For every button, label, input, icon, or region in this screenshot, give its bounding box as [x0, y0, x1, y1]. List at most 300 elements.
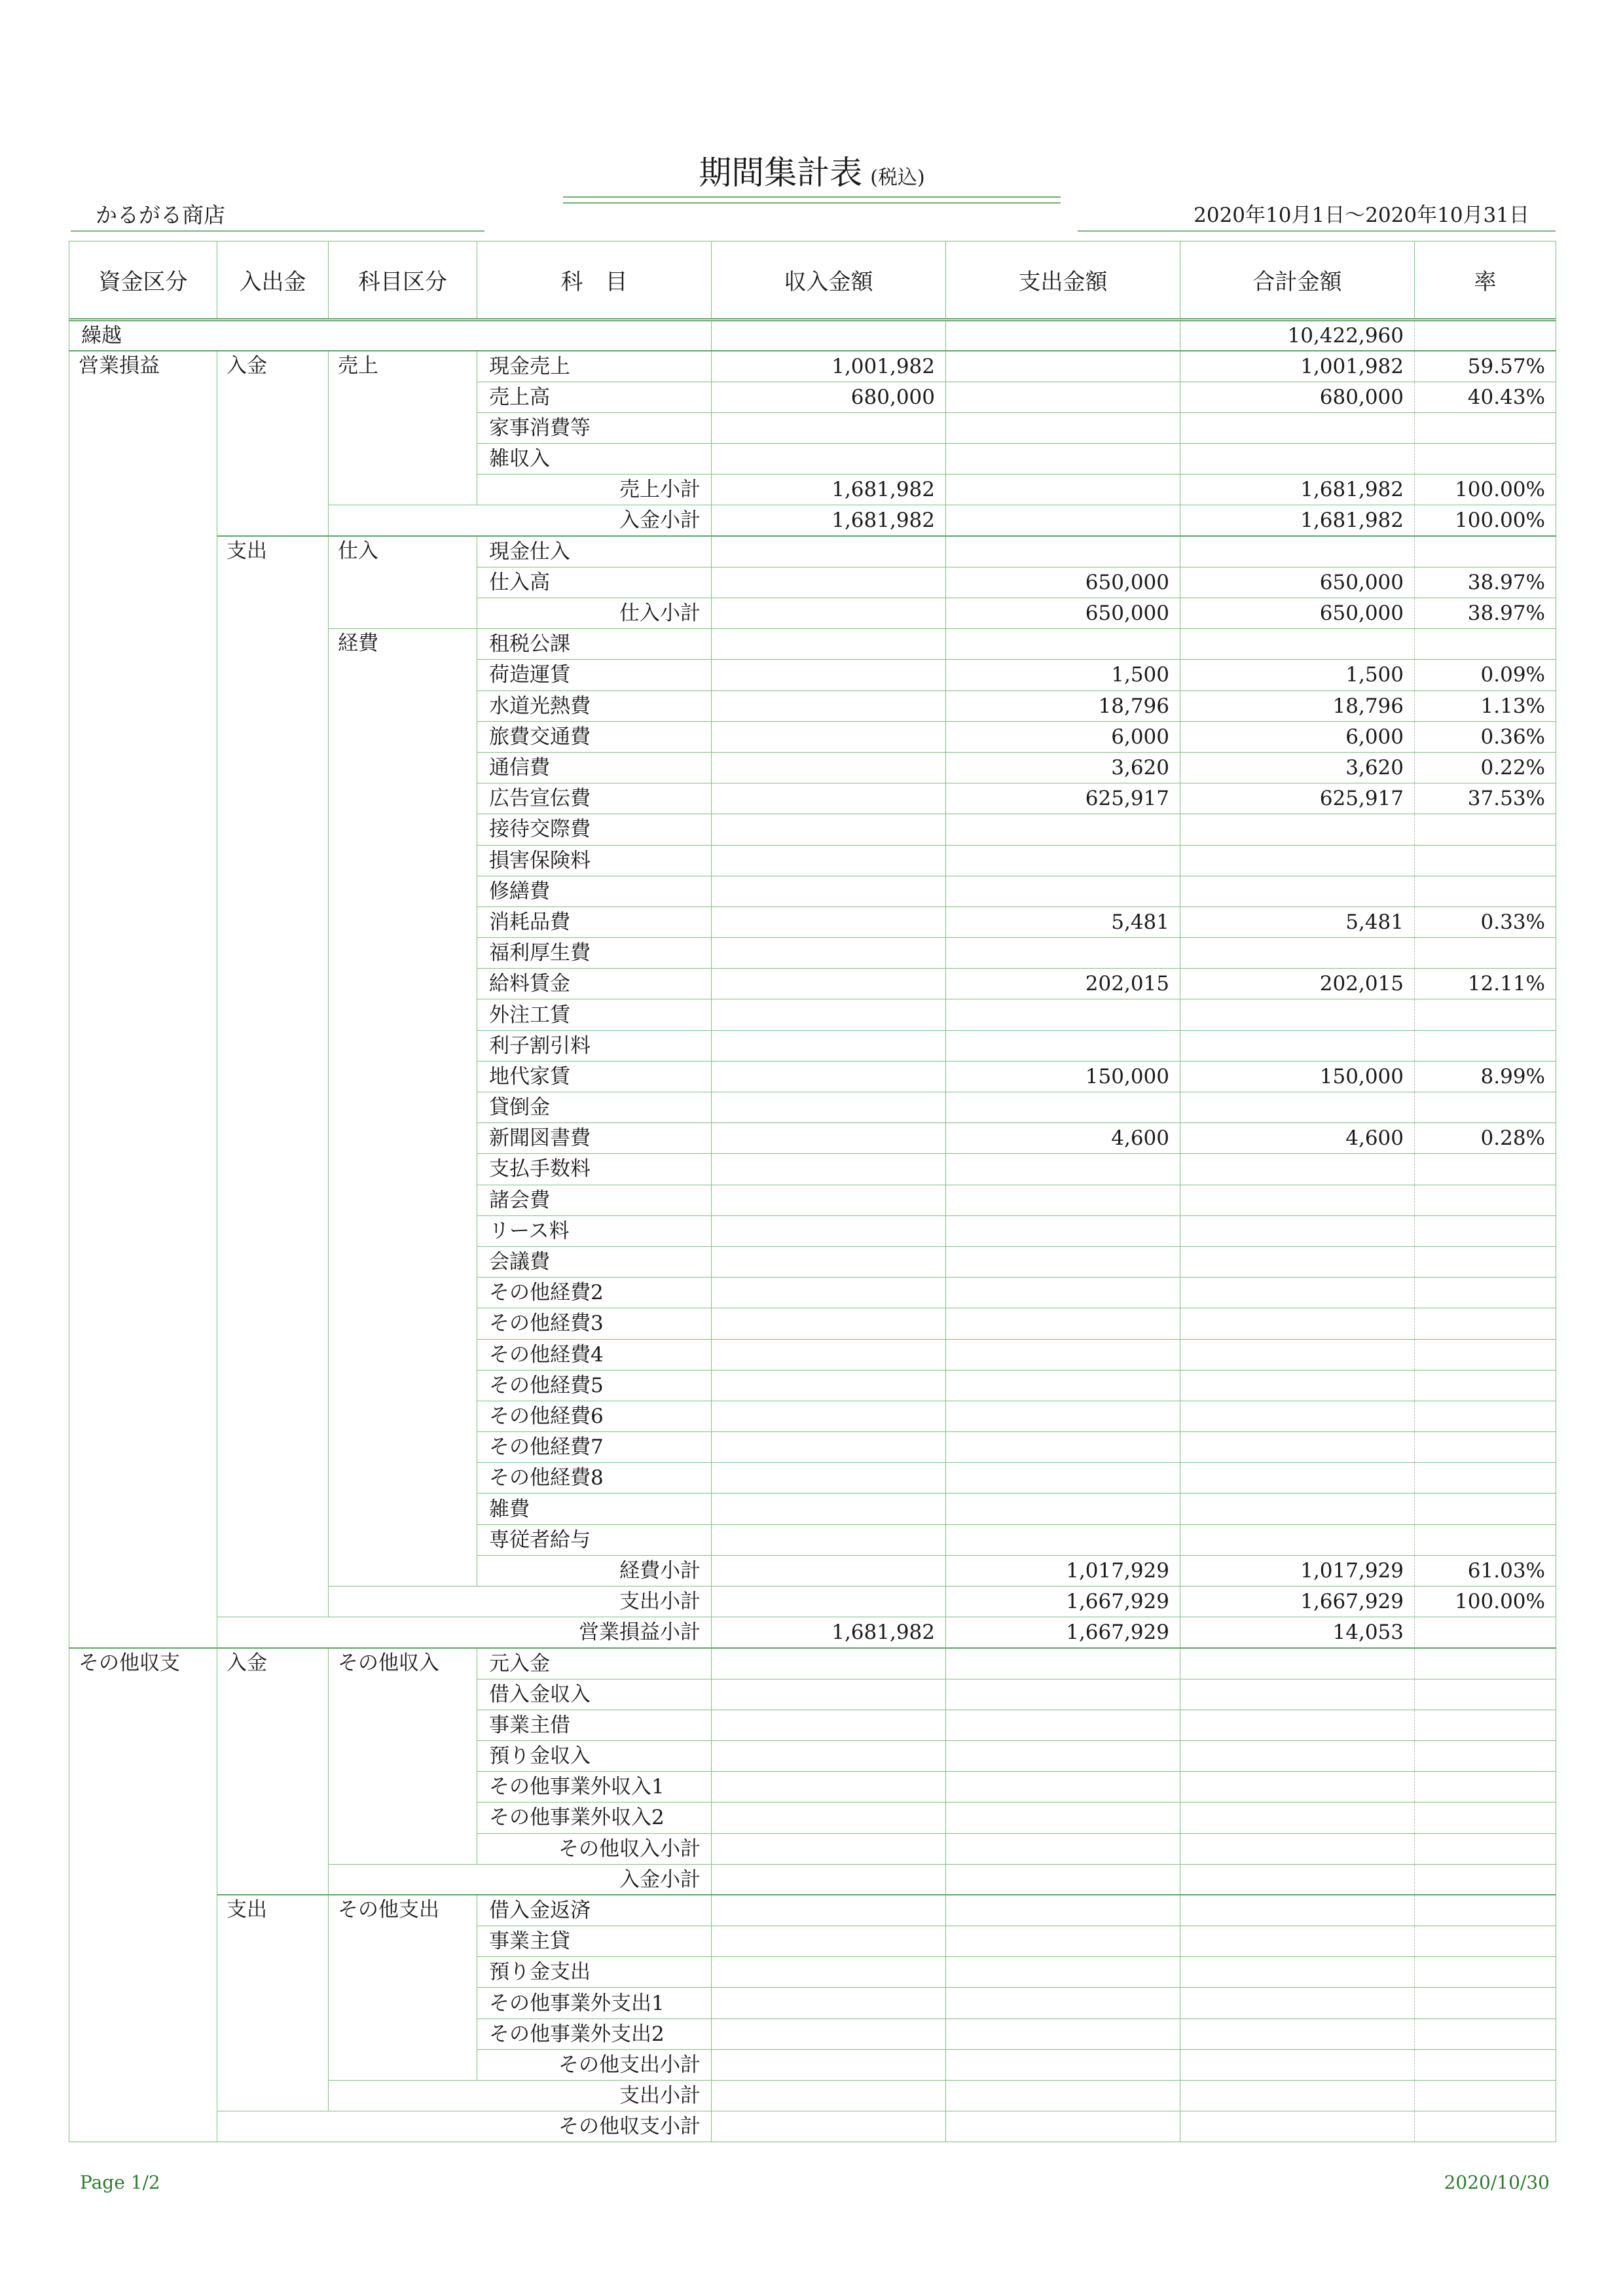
rate-value	[1415, 412, 1556, 443]
expense-amount: 3,620	[946, 752, 1180, 783]
rate-value	[1415, 1988, 1556, 2018]
account-name: 利子割引料	[477, 1030, 712, 1061]
income-amount	[712, 1432, 946, 1463]
total-amount	[1180, 412, 1415, 443]
income-amount	[712, 1555, 946, 1586]
subtotal-label: 売上小計	[477, 475, 712, 505]
total-amount	[1180, 1740, 1415, 1771]
table-header	[69, 242, 1556, 320]
income-amount	[712, 938, 946, 969]
account-name: その他事業外収入1	[477, 1772, 712, 1803]
account-name: 雑収入	[477, 444, 712, 475]
income-amount: 1,681,982	[712, 1617, 946, 1648]
account-category-sales: 売上	[329, 351, 477, 505]
total-amount: 650,000	[1180, 598, 1415, 629]
account-name: 水道光熱費	[477, 691, 712, 721]
income-amount	[712, 1926, 946, 1957]
income-amount	[712, 412, 946, 443]
rate-value	[1415, 444, 1556, 475]
rate-value	[1415, 1432, 1556, 1463]
rate-value	[1415, 1957, 1556, 1988]
expense-amount: 650,000	[946, 567, 1180, 598]
income-amount	[712, 2081, 946, 2111]
account-name: 租税公課	[477, 629, 712, 660]
expense-amount	[946, 444, 1180, 475]
account-name: 借入金収入	[477, 1679, 712, 1710]
expense-amount	[946, 1278, 1180, 1308]
total-amount	[1180, 1772, 1415, 1803]
rate-value	[1415, 1154, 1556, 1185]
account-name: その他事業外支出2	[477, 2018, 712, 2049]
print-date: 2020/10/30	[1444, 2172, 1550, 2193]
rate-value	[1415, 1463, 1556, 1494]
title-text: 期間集計表	[699, 154, 863, 192]
expense-amount	[946, 382, 1180, 412]
income-amount	[712, 1803, 946, 1833]
total-amount	[1180, 999, 1415, 1030]
account-name: その他経費3	[477, 1308, 712, 1339]
total-amount	[1180, 2018, 1415, 2049]
total-amount	[1180, 1401, 1415, 1431]
account-name: 現金仕入	[477, 536, 712, 567]
total-amount	[1180, 1463, 1415, 1494]
account-name: 修繕費	[477, 876, 712, 906]
subtotal-label: 経費小計	[477, 1555, 712, 1586]
subtotal-label: 支出小計	[329, 1587, 712, 1617]
expense-amount: 6,000	[946, 721, 1180, 752]
total-amount	[1180, 845, 1415, 876]
income-amount	[712, 536, 946, 567]
header-total: 合計金額	[1180, 242, 1415, 320]
subtotal-label: 仕入小計	[477, 598, 712, 629]
total-amount	[1180, 1154, 1415, 1185]
rate-value: 0.33%	[1415, 906, 1556, 937]
account-name: 通信費	[477, 752, 712, 783]
account-name: 外注工賃	[477, 999, 712, 1030]
total-amount: 10,422,960	[1180, 320, 1415, 351]
rate-value	[1415, 938, 1556, 969]
expense-amount	[946, 1154, 1180, 1185]
table-row	[69, 1617, 1556, 1648]
expense-amount: 1,667,929	[946, 1587, 1180, 1617]
rate-value: 0.36%	[1415, 721, 1556, 752]
income-amount	[712, 2049, 946, 2080]
total-amount: 6,000	[1180, 721, 1415, 752]
account-name: 雑費	[477, 1494, 712, 1524]
expense-amount	[946, 1740, 1180, 1771]
rate-value	[1415, 2111, 1556, 2142]
income-amount	[712, 1370, 946, 1401]
expense-amount	[946, 2018, 1180, 2049]
total-amount: 1,681,982	[1180, 505, 1415, 536]
total-amount: 650,000	[1180, 567, 1415, 598]
rate-value	[1415, 2049, 1556, 2080]
rate-value	[1415, 999, 1556, 1030]
total-amount	[1180, 1926, 1415, 1957]
expense-amount	[946, 1988, 1180, 2018]
rate-value: 38.97%	[1415, 567, 1556, 598]
income-amount	[712, 1772, 946, 1803]
income-amount: 1,681,982	[712, 505, 946, 536]
account-name: 売上高	[477, 382, 712, 412]
account-name: 専従者給与	[477, 1524, 712, 1555]
report-period: 2020年10月1日～2020年10月31日	[1078, 199, 1556, 232]
total-amount	[1180, 1308, 1415, 1339]
expense-amount	[946, 1432, 1180, 1463]
income-amount	[712, 845, 946, 876]
account-name: リース料	[477, 1215, 712, 1246]
account-name: その他経費4	[477, 1339, 712, 1370]
income-amount: 1,001,982	[712, 351, 946, 382]
rate-value	[1415, 1524, 1556, 1555]
account-name: その他経費8	[477, 1463, 712, 1494]
rate-value	[1415, 1308, 1556, 1339]
rate-value	[1415, 1648, 1556, 1679]
total-amount	[1180, 1339, 1415, 1370]
total-amount: 625,917	[1180, 783, 1415, 814]
expense-amount: 1,017,929	[946, 1555, 1180, 1586]
subtotal-label: 支出小計	[329, 2081, 712, 2111]
expense-amount	[946, 320, 1180, 351]
rate-value	[1415, 1278, 1556, 1308]
expense-amount	[946, 1246, 1180, 1277]
expense-amount: 150,000	[946, 1061, 1180, 1092]
expense-amount	[946, 412, 1180, 443]
total-amount	[1180, 1030, 1415, 1061]
rate-value	[1415, 1864, 1556, 1895]
expense-amount	[946, 1185, 1180, 1215]
expense-amount	[946, 1679, 1180, 1710]
account-name: 地代家賃	[477, 1061, 712, 1092]
carry-label: 繰越	[69, 320, 712, 351]
rate-value: 100.00%	[1415, 475, 1556, 505]
income-amount	[712, 1957, 946, 1988]
fund-category-other: その他収支	[69, 1648, 217, 2142]
account-name: 預り金支出	[477, 1957, 712, 1988]
account-name: その他経費5	[477, 1370, 712, 1401]
account-name: 消耗品費	[477, 906, 712, 937]
total-amount	[1180, 1278, 1415, 1308]
total-amount: 14,053	[1180, 1617, 1415, 1648]
total-amount: 1,001,982	[1180, 351, 1415, 382]
expense-amount: 650,000	[946, 598, 1180, 629]
account-name: 給料賃金	[477, 969, 712, 999]
rate-value: 1.13%	[1415, 691, 1556, 721]
total-amount	[1180, 1432, 1415, 1463]
subtotal-label: その他支出小計	[477, 2049, 712, 2080]
account-category-purchase: 仕入	[329, 536, 477, 629]
income-amount	[712, 1710, 946, 1740]
account-name: 損害保険料	[477, 845, 712, 876]
expense-amount	[946, 1308, 1180, 1339]
total-amount	[1180, 1957, 1415, 1988]
total-amount	[1180, 814, 1415, 845]
expense-amount	[946, 1926, 1180, 1957]
account-name: その他経費2	[477, 1278, 712, 1308]
expense-amount: 1,500	[946, 660, 1180, 691]
account-name: 現金売上	[477, 351, 712, 382]
shop-name: かるがる商店	[71, 199, 484, 232]
account-name: その他経費7	[477, 1432, 712, 1463]
subtotal-label: 入金小計	[329, 1864, 712, 1895]
expense-amount	[946, 475, 1180, 505]
income-amount: 1,681,982	[712, 475, 946, 505]
rate-value	[1415, 1370, 1556, 1401]
total-amount	[1180, 1988, 1415, 2018]
subtotal-label: 入金小計	[329, 505, 712, 536]
table-row	[69, 2111, 1556, 2142]
expense-amount	[946, 1524, 1180, 1555]
report-title	[563, 152, 1061, 199]
account-name: 事業主貸	[477, 1926, 712, 1957]
account-name: 預り金収入	[477, 1740, 712, 1771]
total-amount	[1180, 1494, 1415, 1524]
expense-amount	[946, 2049, 1180, 2080]
account-name: 諸会費	[477, 1185, 712, 1215]
total-amount: 1,667,929	[1180, 1587, 1415, 1617]
expense-amount	[946, 2111, 1180, 2142]
total-amount: 18,796	[1180, 691, 1415, 721]
income-amount	[712, 1339, 946, 1370]
account-name: 新聞図書費	[477, 1123, 712, 1154]
subtotal-label: その他収支小計	[217, 2111, 712, 2142]
income-amount	[712, 2018, 946, 2049]
expense-amount	[946, 938, 1180, 969]
income-amount	[712, 721, 946, 752]
total-amount: 202,015	[1180, 969, 1415, 999]
income-amount	[712, 1061, 946, 1092]
report-title-block	[563, 152, 1061, 204]
expense-amount	[946, 1895, 1180, 1926]
rate-value	[1415, 629, 1556, 660]
total-amount: 1,681,982	[1180, 475, 1415, 505]
total-amount: 1,017,929	[1180, 1555, 1415, 1586]
in-out-expense: 支出	[217, 536, 329, 1617]
total-amount	[1180, 938, 1415, 969]
income-amount	[712, 598, 946, 629]
income-amount	[712, 906, 946, 937]
expense-amount	[946, 1803, 1180, 1833]
rate-value: 38.97%	[1415, 598, 1556, 629]
title-note: (税込)	[870, 166, 925, 189]
income-amount	[712, 320, 946, 351]
account-name: 広告宣伝費	[477, 783, 712, 814]
income-amount	[712, 969, 946, 999]
account-name: 接待交際費	[477, 814, 712, 845]
rate-value	[1415, 1185, 1556, 1215]
rate-value	[1415, 1926, 1556, 1957]
total-amount	[1180, 1185, 1415, 1215]
total-amount	[1180, 1679, 1415, 1710]
table-row	[69, 536, 1556, 567]
income-amount	[712, 1895, 946, 1926]
income-amount	[712, 444, 946, 475]
income-amount	[712, 1679, 946, 1710]
table-body	[69, 320, 1556, 2142]
in-out-income: 入金	[217, 351, 329, 536]
rate-value	[1415, 1740, 1556, 1771]
title-underline	[563, 196, 1061, 204]
account-name: 仕入高	[477, 567, 712, 598]
table-row	[69, 1648, 1556, 1679]
expense-amount	[946, 1339, 1180, 1370]
total-amount	[1180, 876, 1415, 906]
expense-amount	[946, 1463, 1180, 1494]
rate-value	[1415, 320, 1556, 351]
total-amount: 1,500	[1180, 660, 1415, 691]
expense-amount: 625,917	[946, 783, 1180, 814]
expense-amount: 202,015	[946, 969, 1180, 999]
expense-amount	[946, 1401, 1180, 1431]
rate-value	[1415, 1215, 1556, 1246]
rate-value: 8.99%	[1415, 1061, 1556, 1092]
header-account: 科 目	[477, 242, 712, 320]
income-amount	[712, 1278, 946, 1308]
expense-amount	[946, 1494, 1180, 1524]
expense-amount	[946, 1648, 1180, 1679]
subtotal-label: 営業損益小計	[217, 1617, 712, 1648]
rate-value: 12.11%	[1415, 969, 1556, 999]
account-category-cost: 経費	[329, 629, 477, 1587]
expense-amount	[946, 1370, 1180, 1401]
total-amount	[1180, 1648, 1415, 1679]
total-amount: 3,620	[1180, 752, 1415, 783]
expense-amount	[946, 814, 1180, 845]
header-income: 収入金額	[712, 242, 946, 320]
rate-value: 100.00%	[1415, 505, 1556, 536]
total-amount	[1180, 1524, 1415, 1555]
total-amount: 4,600	[1180, 1123, 1415, 1154]
total-amount: 680,000	[1180, 382, 1415, 412]
income-amount	[712, 1864, 946, 1895]
rate-value	[1415, 1833, 1556, 1864]
rate-value	[1415, 1339, 1556, 1370]
total-amount	[1180, 2111, 1415, 2142]
header-rate: 率	[1415, 242, 1556, 320]
header-expense: 支出金額	[946, 242, 1180, 320]
income-amount	[712, 1648, 946, 1679]
in-out-expense: 支出	[217, 1895, 329, 2111]
rate-value: 61.03%	[1415, 1555, 1556, 1586]
income-amount	[712, 814, 946, 845]
expense-amount	[946, 2081, 1180, 2111]
account-name: 元入金	[477, 1648, 712, 1679]
rate-value	[1415, 1679, 1556, 1710]
expense-amount	[946, 845, 1180, 876]
fund-category-operating: 営業損益	[69, 351, 217, 1648]
income-amount	[712, 1123, 946, 1154]
income-amount	[712, 1092, 946, 1123]
header-account-category: 科目区分	[329, 242, 477, 320]
income-amount	[712, 1988, 946, 2018]
income-amount	[712, 1740, 946, 1771]
income-amount	[712, 567, 946, 598]
income-amount	[712, 999, 946, 1030]
rate-value: 0.22%	[1415, 752, 1556, 783]
total-amount	[1180, 1895, 1415, 1926]
expense-amount	[946, 876, 1180, 906]
summary-table	[69, 241, 1556, 2142]
account-category-other-income: その他収入	[329, 1648, 477, 1864]
expense-amount	[946, 1957, 1180, 1988]
expense-amount: 1,667,929	[946, 1617, 1180, 1648]
table-row	[69, 320, 1556, 351]
income-amount	[712, 1154, 946, 1185]
rate-value	[1415, 1710, 1556, 1740]
total-amount	[1180, 2081, 1415, 2111]
expense-amount	[946, 1215, 1180, 1246]
income-amount	[712, 752, 946, 783]
total-amount	[1180, 1370, 1415, 1401]
expense-amount	[946, 1710, 1180, 1740]
page-number: Page 1/2	[80, 2172, 160, 2193]
account-name: 旅費交通費	[477, 721, 712, 752]
account-name: 家事消費等	[477, 412, 712, 443]
rate-value	[1415, 876, 1556, 906]
total-amount	[1180, 2049, 1415, 2080]
total-amount	[1180, 629, 1415, 660]
expense-amount	[946, 351, 1180, 382]
table-row	[69, 351, 1556, 382]
income-amount	[712, 1401, 946, 1431]
expense-amount	[946, 1833, 1180, 1864]
income-amount	[712, 1215, 946, 1246]
account-name: 会議費	[477, 1246, 712, 1277]
income-amount	[712, 691, 946, 721]
in-out-income: 入金	[217, 1648, 329, 1895]
account-name: 福利厚生費	[477, 938, 712, 969]
total-amount	[1180, 1864, 1415, 1895]
income-amount	[712, 783, 946, 814]
income-amount	[712, 1524, 946, 1555]
rate-value	[1415, 845, 1556, 876]
rate-value	[1415, 2081, 1556, 2111]
rate-value	[1415, 1401, 1556, 1431]
rate-value: 40.43%	[1415, 382, 1556, 412]
expense-amount	[946, 999, 1180, 1030]
expense-amount: 4,600	[946, 1123, 1180, 1154]
expense-amount	[946, 1864, 1180, 1895]
income-amount	[712, 629, 946, 660]
rate-value	[1415, 814, 1556, 845]
expense-amount: 5,481	[946, 906, 1180, 937]
total-amount	[1180, 1246, 1415, 1277]
rate-value	[1415, 1803, 1556, 1833]
rate-value: 59.57%	[1415, 351, 1556, 382]
income-amount	[712, 2111, 946, 2142]
account-name: その他経費6	[477, 1401, 712, 1431]
rate-value	[1415, 1895, 1556, 1926]
rate-value	[1415, 1772, 1556, 1803]
rate-value	[1415, 1494, 1556, 1524]
header-in-out: 入出金	[217, 242, 329, 320]
total-amount: 5,481	[1180, 906, 1415, 937]
rate-value: 100.00%	[1415, 1587, 1556, 1617]
account-name: その他事業外支出1	[477, 1988, 712, 2018]
table-row	[69, 1895, 1556, 1926]
income-amount	[712, 1494, 946, 1524]
rate-value	[1415, 536, 1556, 567]
total-amount	[1180, 1710, 1415, 1740]
account-name: 借入金返済	[477, 1895, 712, 1926]
total-amount	[1180, 444, 1415, 475]
income-amount	[712, 1030, 946, 1061]
total-amount: 150,000	[1180, 1061, 1415, 1092]
total-amount	[1180, 1092, 1415, 1123]
account-name: 貸倒金	[477, 1092, 712, 1123]
header-fund-category: 資金区分	[69, 242, 217, 320]
subtotal-label: その他収入小計	[477, 1833, 712, 1864]
